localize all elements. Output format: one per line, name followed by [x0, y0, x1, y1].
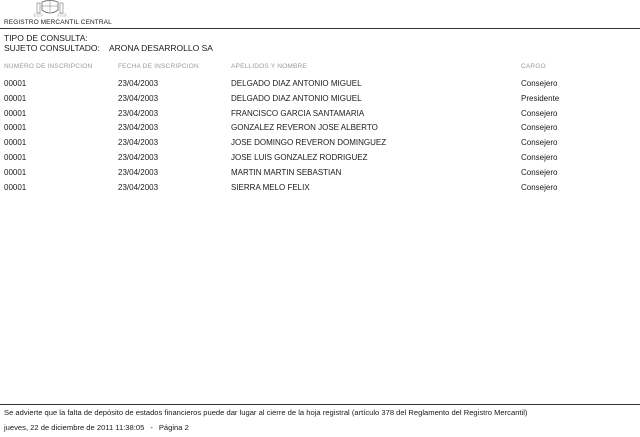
person-name: DELGADO DIAZ ANTONIO MIGUEL — [231, 93, 362, 103]
header-divider — [0, 28, 640, 29]
person-name: GONZALEZ REVERON JOSE ALBERTO — [231, 123, 378, 133]
position: Consejero — [521, 138, 558, 148]
inscription-date: 23/04/2003 — [118, 93, 159, 103]
coat-of-arms-seal — [28, 0, 72, 18]
page-number: Página 2 — [158, 423, 189, 432]
position: Consejero — [521, 108, 558, 118]
column-header-full-name: APELLIDOS Y NOMBRE — [231, 63, 307, 70]
inscription-number: 00001 — [4, 138, 27, 148]
table-row — [0, 121, 640, 136]
print-datetime: jueves, 22 de diciembre de 2011 11:38:05 — [4, 423, 145, 432]
inscription-date: 23/04/2003 — [118, 152, 159, 162]
registry-name: REGISTRO MERCANTIL CENTRAL — [4, 19, 112, 26]
inscription-date: 23/04/2003 — [118, 123, 159, 133]
footer-divider — [0, 404, 640, 405]
person-name: FRANCISCO GARCIA SANTAMARIA — [231, 108, 365, 118]
inscription-date: 23/04/2003 — [118, 182, 159, 192]
table-row — [0, 77, 640, 92]
person-name: MARTIN MARTIN SEBASTIAN — [231, 167, 342, 177]
position: Consejero — [521, 79, 558, 88]
inscription-number: 00001 — [4, 123, 27, 133]
print-footer — [4, 423, 189, 432]
inscription-number: 00001 — [4, 182, 27, 192]
table-row — [0, 151, 640, 166]
query-type-label: TIPO DE CONSULTA: — [4, 33, 88, 43]
position: Consejero — [521, 152, 558, 162]
inscription-number: 00001 — [4, 79, 27, 88]
inscription-date: 23/04/2003 — [118, 79, 159, 88]
person-name: JOSE LUIS GONZALEZ RODRIGUEZ — [231, 152, 368, 162]
table-row — [0, 181, 640, 196]
inscription-number: 00001 — [4, 167, 27, 177]
position: Presidente — [521, 93, 560, 103]
inscription-number: 00001 — [4, 152, 27, 162]
person-name: SIERRA MELO FELIX — [231, 182, 310, 192]
inscription-number: 00001 — [4, 93, 27, 103]
position: Consejero — [521, 123, 558, 133]
inscription-date: 23/04/2003 — [118, 167, 159, 177]
inscription-date: 23/04/2003 — [118, 138, 159, 148]
position: Consejero — [521, 182, 558, 192]
financial-deposit-notice: Se advierte que la falta de depósito de estados financieros puede dar lugar al cierre de la hoja registral (artículo 378 del Reglamento del Registro Mercantil) — [4, 408, 528, 417]
column-header-position: CARGO — [521, 63, 546, 70]
subject-label: SUJETO CONSULTADO: — [4, 43, 100, 53]
officers-table — [0, 77, 640, 195]
inscription-number: 00001 — [4, 108, 27, 118]
inscription-date: 23/04/2003 — [118, 108, 159, 118]
person-name: JOSE DOMINGO REVERON DOMINGUEZ — [231, 138, 387, 148]
footer-separator: - — [150, 423, 153, 432]
person-name: DELGADO DIAZ ANTONIO MIGUEL — [231, 79, 362, 88]
table-row — [0, 107, 640, 122]
table-row — [0, 92, 640, 107]
position: Consejero — [521, 167, 558, 177]
table-row — [0, 166, 640, 181]
subject-value: ARONA DESARROLLO SA — [109, 43, 213, 53]
column-header-inscription-date: FECHA DE INSCRIPCION — [118, 63, 199, 70]
column-header-inscription-number: NUMERO DE INSCRIPCION — [4, 63, 93, 70]
table-row — [0, 136, 640, 151]
